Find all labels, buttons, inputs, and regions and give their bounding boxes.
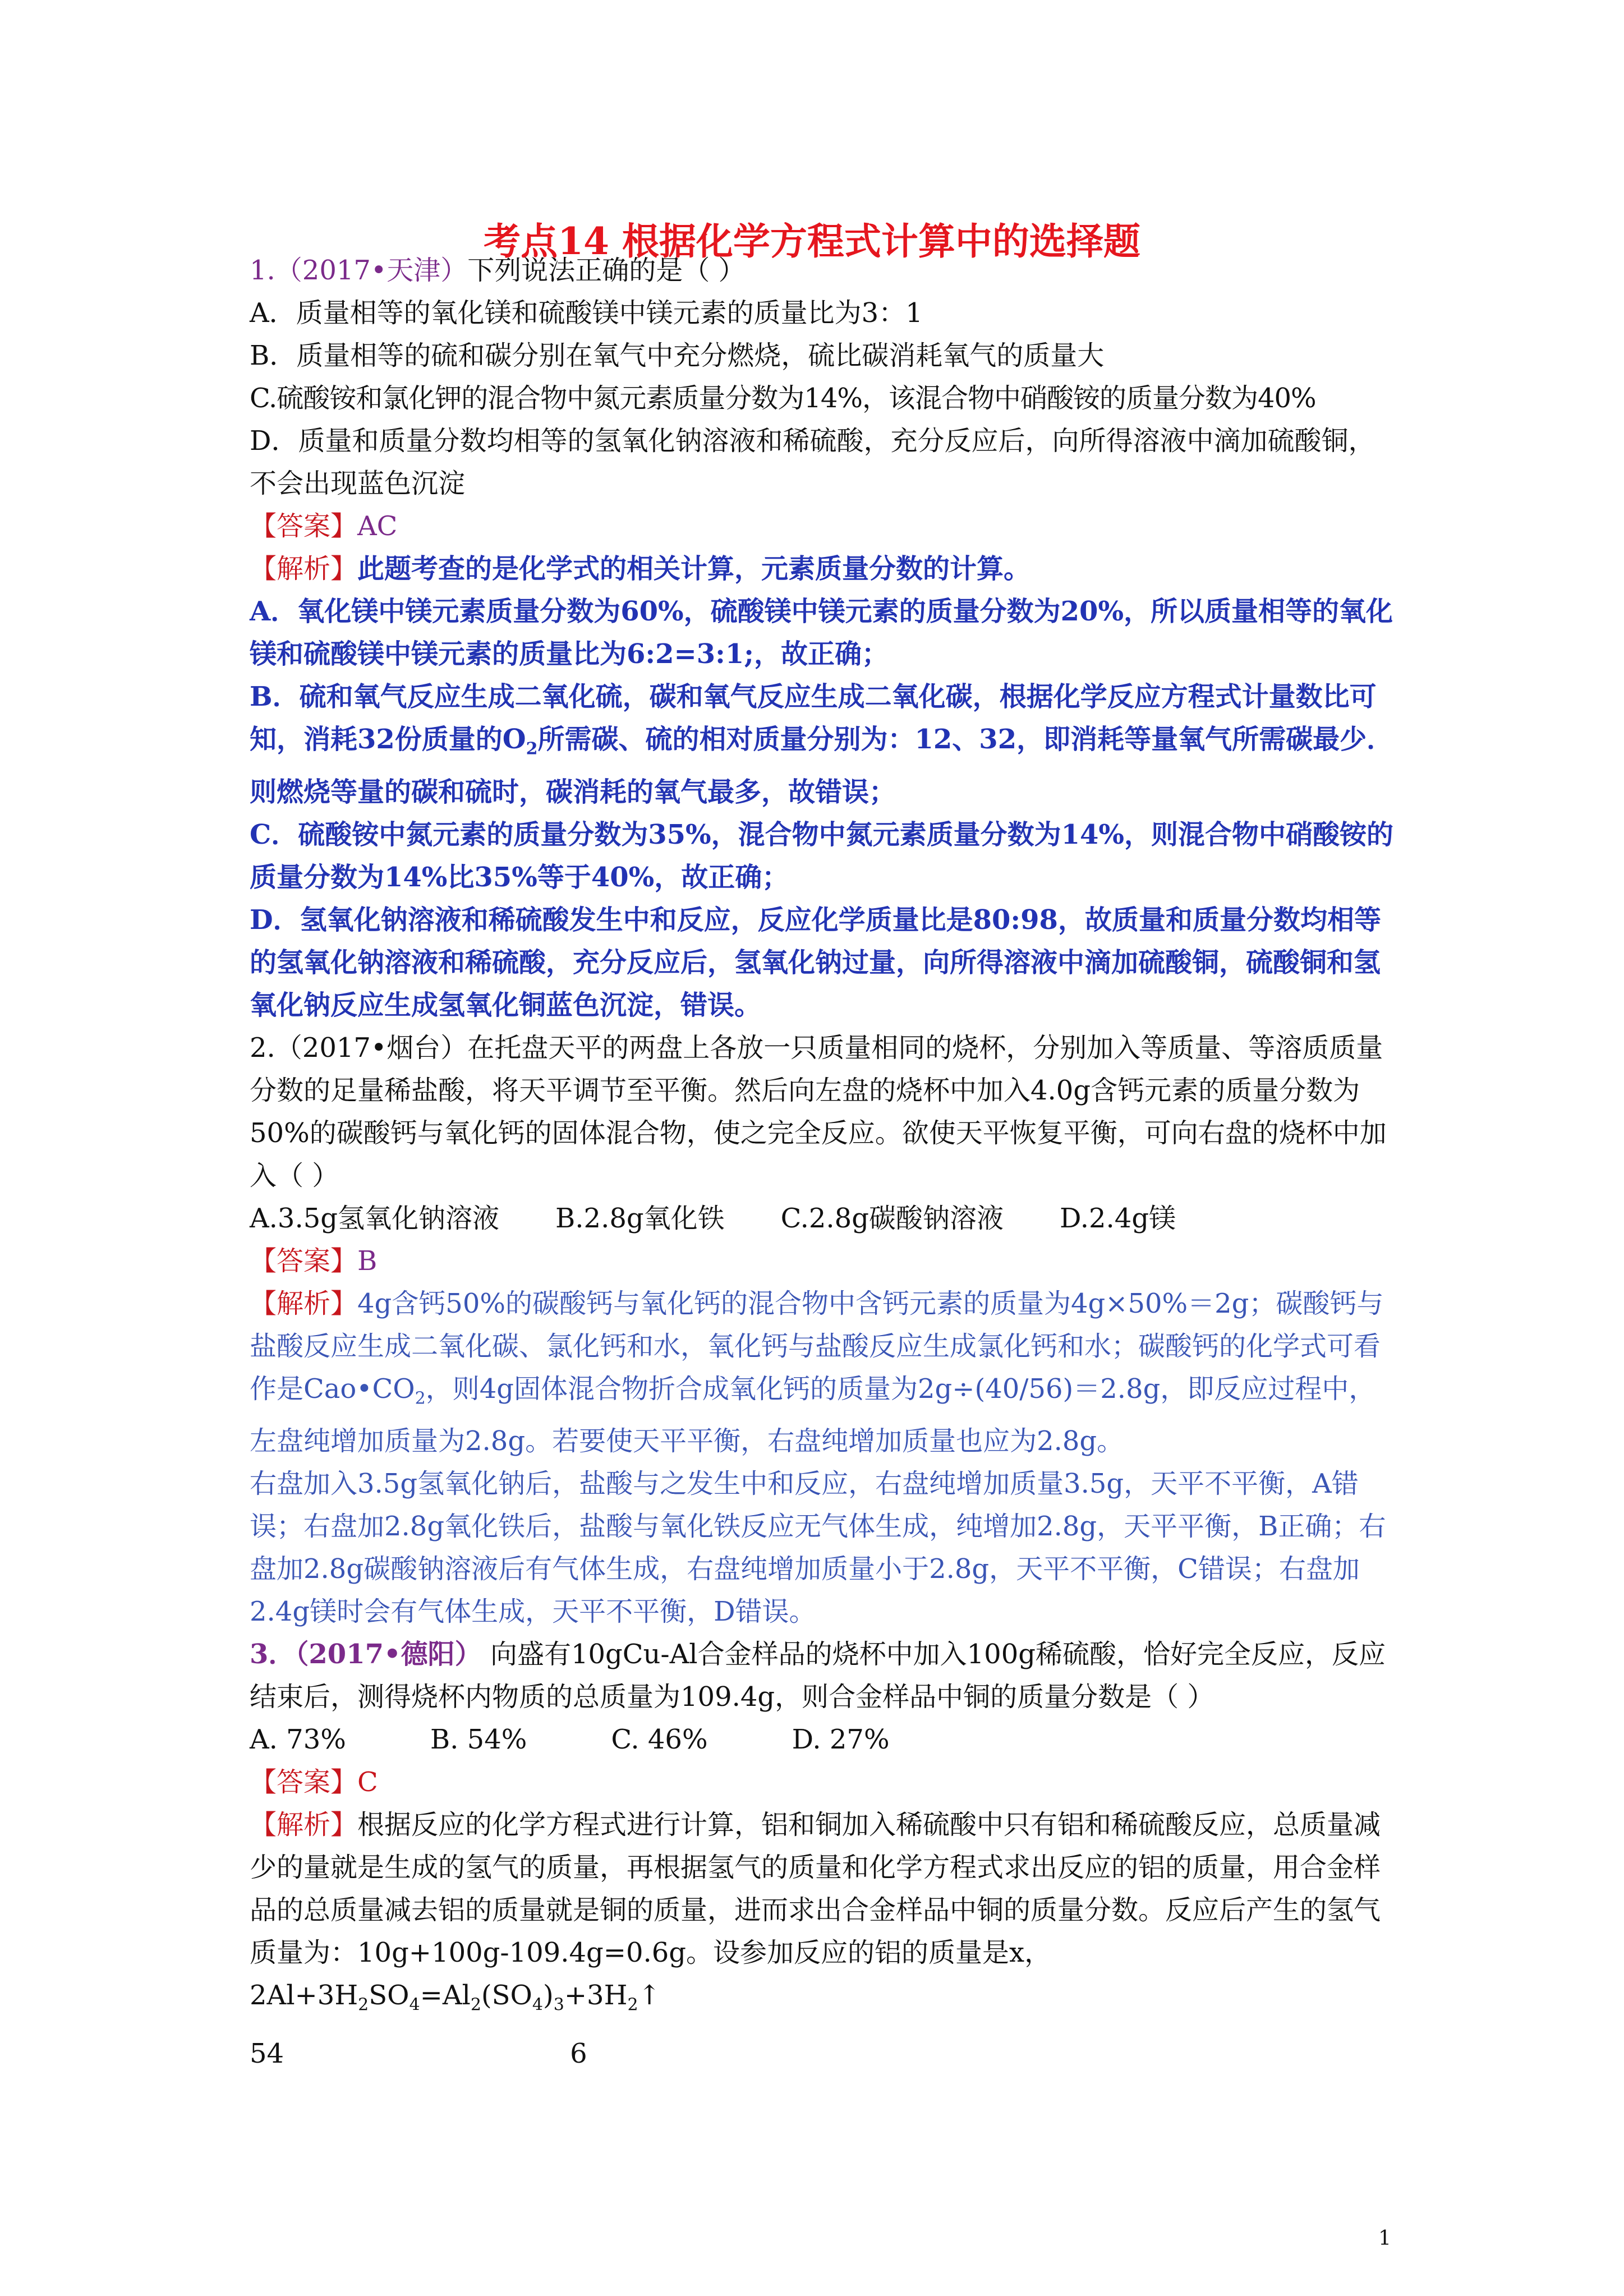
- q3-option-c: C. 46%: [611, 1724, 708, 1756]
- q3-source: 3．（2017•德阳）: [250, 1639, 482, 1671]
- q3-ratio-right: 6: [570, 2037, 587, 2069]
- q2-option-d: D.2.4g镁: [1059, 1202, 1176, 1234]
- q1-analysis-a: A．氧化镁中镁元素质量分数为60%，硫酸镁中镁元素的质量分数为20%，所以质量相等的氧化镁和硫酸镁中镁元素的质量比为6:2=3:1;，故正确；: [250, 596, 1393, 670]
- q1-option-c: C.硫酸铵和氯化钾的混合物中氮元素质量分数为14%，该混合物中硝酸铵的质量分数为40%: [250, 383, 1316, 414]
- q2-analysis: 【解析】4g含钙50%的碳酸钙与氧化钙的混合物中含钙元素的质量为4g×50%＝2g；碳酸钙与盐酸反应生成二氧化碳、氯化钙和水，氧化钙与盐酸反应生成氯化钙和水；碳酸钙的化学式可看作是$Cao•CO_2$，则4g固体混合物折合成氧化钙的质量为2g÷(40/56)＝2.8g，即反应过程中，左盘纯增加质量为2.8g。若要使天平平衡，右盘纯增加质量也应为2.8g。: [250, 1287, 1384, 1457]
- q1-analysis-c: C．硫酸铵中氮元素的质量分数为35%，混合物中氮元素质量分数为14%，则混合物中硝酸铵的质量分数为14%比35%等于40%，故正确；: [250, 818, 1394, 893]
- q1-analysis-d: D．氢氧化钠溶液和稀硫酸发生中和反应，反应化学质量比是80:98，故质量和质量分数均相等的氢氧化钠溶液和稀硫酸，充分反应后，氢氧化钠过量，向所得溶液中滴加硫酸铜，硫酸铜和氢氧化钠反应生成氢氧化铜蓝色沉淀，错误。: [250, 904, 1381, 1021]
- q1-stem: 1.（2017•天津）下列说法正确的是（ ）: [250, 255, 746, 286]
- q3-options: [250, 1718, 1400, 1761]
- q2-option-b: B.2.8g氧化铁: [555, 1202, 725, 1234]
- q3-ratio-left: 54: [250, 2037, 284, 2069]
- q1-option-a: A．质量相等的氧化镁和硫酸镁中镁元素的质量比为3：1: [250, 297, 923, 329]
- q2-stem: 2.（2017•烟台）在托盘天平的两盘上各放一只质量相同的烧杯，分别加入等质量、等溶质质量分数的足量稀盐酸，将天平调节至平衡。然后向左盘的烧杯中加入4.0g含钙元素的质量分数为50%的碳酸钙与氧化钙的固体混合物，使之完全反应。欲使天平恢复平衡，可向右盘的烧杯中加入（ ）: [250, 1032, 1387, 1191]
- q3-stem: 3．（2017•德阳） 向盛有10gCu-Al合金样品的烧杯中加入100g稀硫酸，恰好完全反应，反应结束后，测得烧杯内物质的总质量为109.4g，则合金样品中铜的质量分数是（ ）: [250, 1639, 1386, 1713]
- q1-analysis: 【解析】此题考查的是化学式的相关计算，元素质量分数的计算。: [250, 553, 1031, 585]
- q2-option-c: C.2.8g碳酸钠溶液: [780, 1202, 1004, 1234]
- q3-option-a: A. 73%: [250, 1724, 346, 1756]
- q1-option-b: B．质量相等的硫和碳分别在氧气中充分燃烧，硫比碳消耗氧气的质量大: [250, 340, 1105, 371]
- page-title: 考点14 根据化学方程式计算中的选择题: [484, 219, 1140, 263]
- q3-analysis: 【解析】根据反应的化学方程式进行计算，铝和铜加入稀硫酸中只有铝和稀硫酸反应，总质量减少的量就是生成的氢气的质量，再根据氢气的质量和化学方程式求出反应的铝的质量，用合金样品的总质量减去铝的质量就是铜的质量，进而求出合金样品中铜的质量分数。反应后产生的氢气质量为：10g+100g-109.4g=0.6g。设参加反应的铝的质量是x，: [250, 1809, 1381, 1969]
- q2-answer: 【答案】B: [250, 1245, 378, 1277]
- q2-option-a: A.3.5g氢氧化钠溶液: [250, 1202, 499, 1234]
- q3-option-d: D. 27%: [792, 1724, 890, 1756]
- q2-options: [250, 1197, 1400, 1240]
- q3-ratio: [250, 2032, 1400, 2075]
- q3-answer: 【答案】C: [250, 1766, 378, 1798]
- q1-source: 1.（2017•天津）: [250, 255, 468, 286]
- q3-option-b: B. 54%: [430, 1724, 527, 1756]
- page-number: 1: [1378, 2227, 1391, 2250]
- document-body: [250, 249, 1400, 2075]
- q1-answer: 【答案】AC: [250, 510, 398, 542]
- q1-option-d: D．质量和质量分数均相等的氢氧化钠溶液和稀硫酸，充分反应后，向所得溶液中滴加硫酸铜，不会出现蓝色沉淀: [250, 425, 1375, 499]
- q3-equation: $2Al+3H_2SO_4=Al_2(SO_4)_3+3H_2↑$: [250, 1980, 661, 2015]
- q1-analysis-b: B．硫和氧气反应生成二氧化硫，碳和氧气反应生成二氧化碳，根据化学反应方程式计量数比可知，消耗32份质量的$O_2$所需碳、硫的相对质量分别为：12、32，即消耗等量氧气所需碳最少．则燃烧等量的碳和硫时，碳消耗的氧气最多，故错误；: [250, 681, 1394, 808]
- q2-analysis-2: 右盘加入3.5g氢氧化钠后，盐酸与之发生中和反应，右盘纯增加质量3.5g，天平不平衡，A错误；右盘加2.8g氧化铁后，盐酸与氧化铁反应无气体生成，纯增加2.8g，天平平衡，B正确；右盘加2.8g碳酸钠溶液后有气体生成，右盘纯增加质量小于2.8g，天平不平衡，C错误；右盘加2.4g镁时会有气体生成，天平不平衡，D错误。: [250, 1468, 1386, 1628]
